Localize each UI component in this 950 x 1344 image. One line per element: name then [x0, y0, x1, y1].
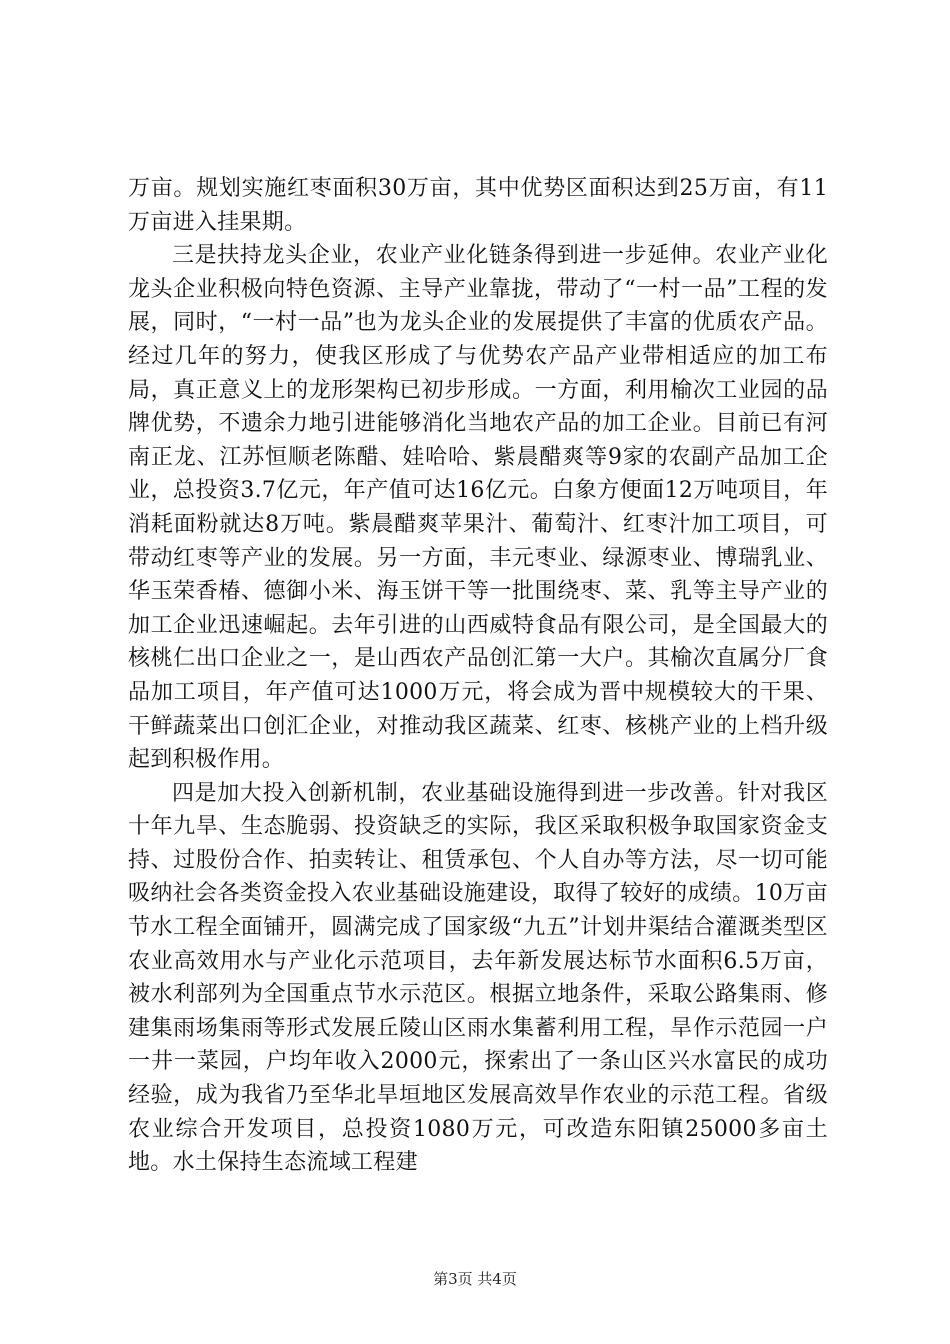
- page-number-label: 第3页 共4页: [433, 1270, 517, 1288]
- page-footer: [0, 1268, 950, 1289]
- paragraph-2: 三是扶持龙头企业，农业产业化链条得到进一步延伸。农业产业化龙头企业积极向特色资源、主导产业靠拢，带动了“一村一品”工程的发展，同时，“一村一品”也为龙头企业的发展提供了丰富的优质农产品。经过几年的努力，使我区形成了与优势农产品产业带相适应的加工布局，真正意义上的龙形架构已初步形成。一方面，利用榆次工业园的品牌优势，不遗余力地引进能够消化当地农产品的加工企业。目前已有河南正龙、江苏恒顺老陈醋、娃哈哈、紫晨醋爽等9家的农副产品加工企业，总投资3.7亿元，年产值可达16亿元。白象方便面12万吨项目，年消耗面粉就达8万吨。紫晨醋爽苹果汁、葡萄汁、红枣汁加工项目，可带动红枣等产业的发展。另一方面，丰元枣业、绿源枣业、博瑞乳业、华玉荣香椿、德御小米、海玉饼干等一批围绕枣、菜、乳等主导产业的加工企业迅速崛起。去年引进的山西威特食品有限公司，是全国最大的核桃仁出口企业之一，是山西农产品创汇第一大户。其榆次直属分厂食品加工项目，年产值可达1000万元，将会成为晋中规模较大的干果、干鲜蔬菜出口创汇企业，对推动我区蔬菜、红枣、核桃产业的上档升级起到积极作用。: [128, 243, 828, 773]
- paragraph-1: 万亩。规划实施红枣面积30万亩，其中优势区面积达到25万亩，有11万亩进入挂果期。: [128, 176, 828, 235]
- paragraph-3: 四是加大投入创新机制，农业基础设施得到进一步改善。针对我区十年九旱、生态脆弱、投资缺乏的实际，我区采取积极争取国家资金支持、过股份合作、拍卖转让、租赁承包、个人自办等方法，尽一切可能吸纳社会各类资金投入农业基础设施建设，取得了较好的成绩。10万亩节水工程全面铺开，圆满完成了国家级“九五”计划井渠结合灌溉类型区农业高效用水与产业化示范项目，去年新发展达标节水面积6.5万亩，被水利部列为全国重点节水示范区。根据立地条件，采取公路集雨、修建集雨场集雨等形式发展丘陵山区雨水集蓄利用工程，旱作示范园一户一井一菜园，户均年收入2000元，探索出了一条山区兴水富民的成功经验，成为我省乃至华北旱垣地区发展高效旱作农业的示范工程。省级农业综合开发项目，总投资1080万元，可改造东阳镇25000多亩土地。水土保持生态流域工程建: [128, 780, 828, 1176]
- document-body: [128, 172, 828, 1180]
